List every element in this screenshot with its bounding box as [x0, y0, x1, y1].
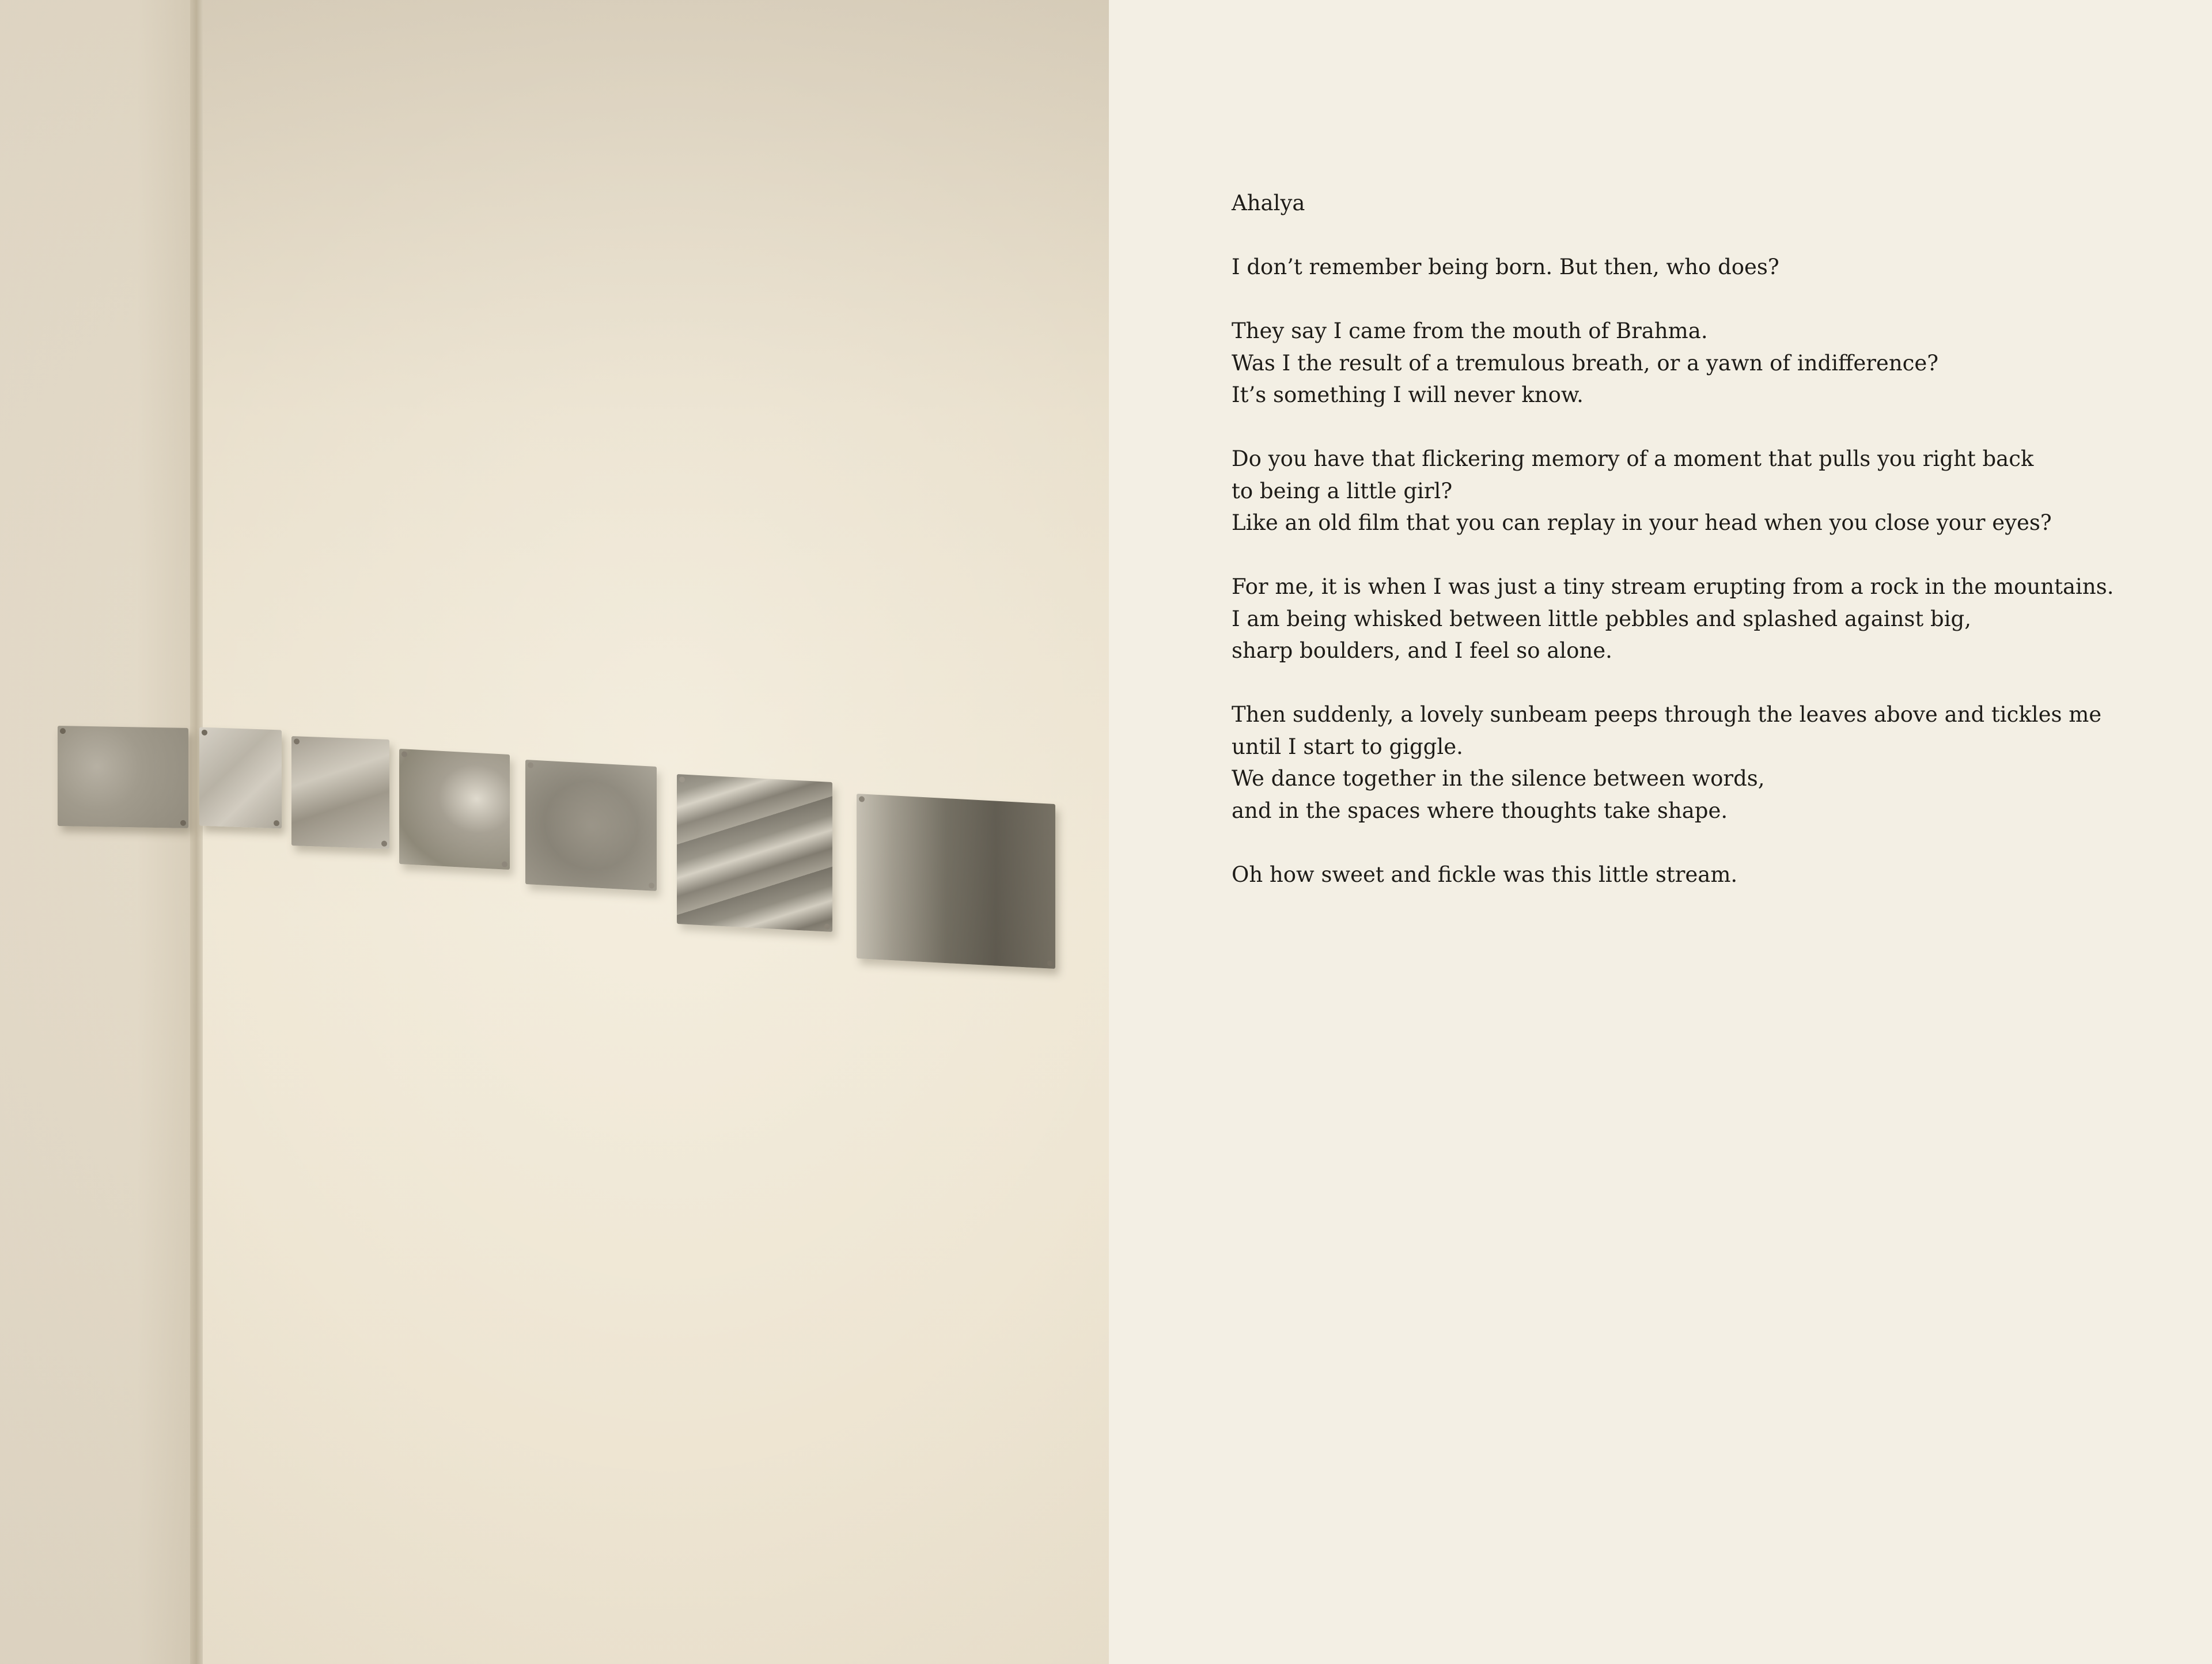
poem-line: until I start to giggle.: [1232, 734, 1463, 759]
poem-stanza: [1232, 699, 2176, 827]
poem: [1232, 187, 2176, 923]
poem-line: and in the spaces where thoughts take shape.: [1232, 798, 1728, 823]
poem-line: Like an old film that you can replay in your head when you close your eyes?: [1232, 510, 2052, 535]
artwork-panel: [399, 749, 510, 870]
artwork-panel: [199, 727, 282, 829]
poem-line: They say I came from the mouth of Brahma.: [1232, 319, 1708, 343]
poem-line: to being a little girl?: [1232, 478, 1453, 503]
artwork-panel: [677, 774, 832, 932]
left-wall: [0, 0, 196, 1664]
poem-stanza: [1232, 443, 2176, 539]
poem-stanza: [1232, 251, 2176, 283]
text-page: [1109, 0, 2212, 1664]
artwork-panel: [291, 736, 389, 849]
poem-line: Do you have that flickering memory of a moment that pulls you right back: [1232, 446, 2034, 471]
artwork-panel: [525, 760, 657, 891]
poem-stanza: [1232, 315, 2176, 411]
poem-line: We dance together in the silence between words,: [1232, 766, 1765, 791]
poem-line: I don’t remember being born. But then, who does?: [1232, 255, 1779, 279]
poem-line: Was I the result of a tremulous breath, or a yawn of indifference?: [1232, 350, 1939, 376]
poem-line: For me, it is when I was just a tiny stream erupting from a rock in the mountains.: [1232, 574, 2114, 599]
poem-stanza: [1232, 859, 2176, 891]
poem-stanza: [1232, 571, 2176, 667]
artwork-panel: [58, 726, 188, 828]
poem-line: Oh how sweet and fickle was this little stream.: [1232, 862, 1738, 887]
poem-line: It’s something I will never know.: [1232, 382, 1584, 407]
artwork-panel: [857, 794, 1055, 969]
poem-title: Ahalya: [1232, 191, 1305, 215]
poem-line: Then suddenly, a lovely sunbeam peeps through the leaves above and tickles me: [1232, 702, 2102, 727]
poem-line: sharp boulders, and I feel so alone.: [1232, 638, 1612, 663]
wall-corner: [190, 0, 203, 1664]
poem-line: I am being whisked between little pebbles and splashed against big,: [1232, 606, 1971, 631]
